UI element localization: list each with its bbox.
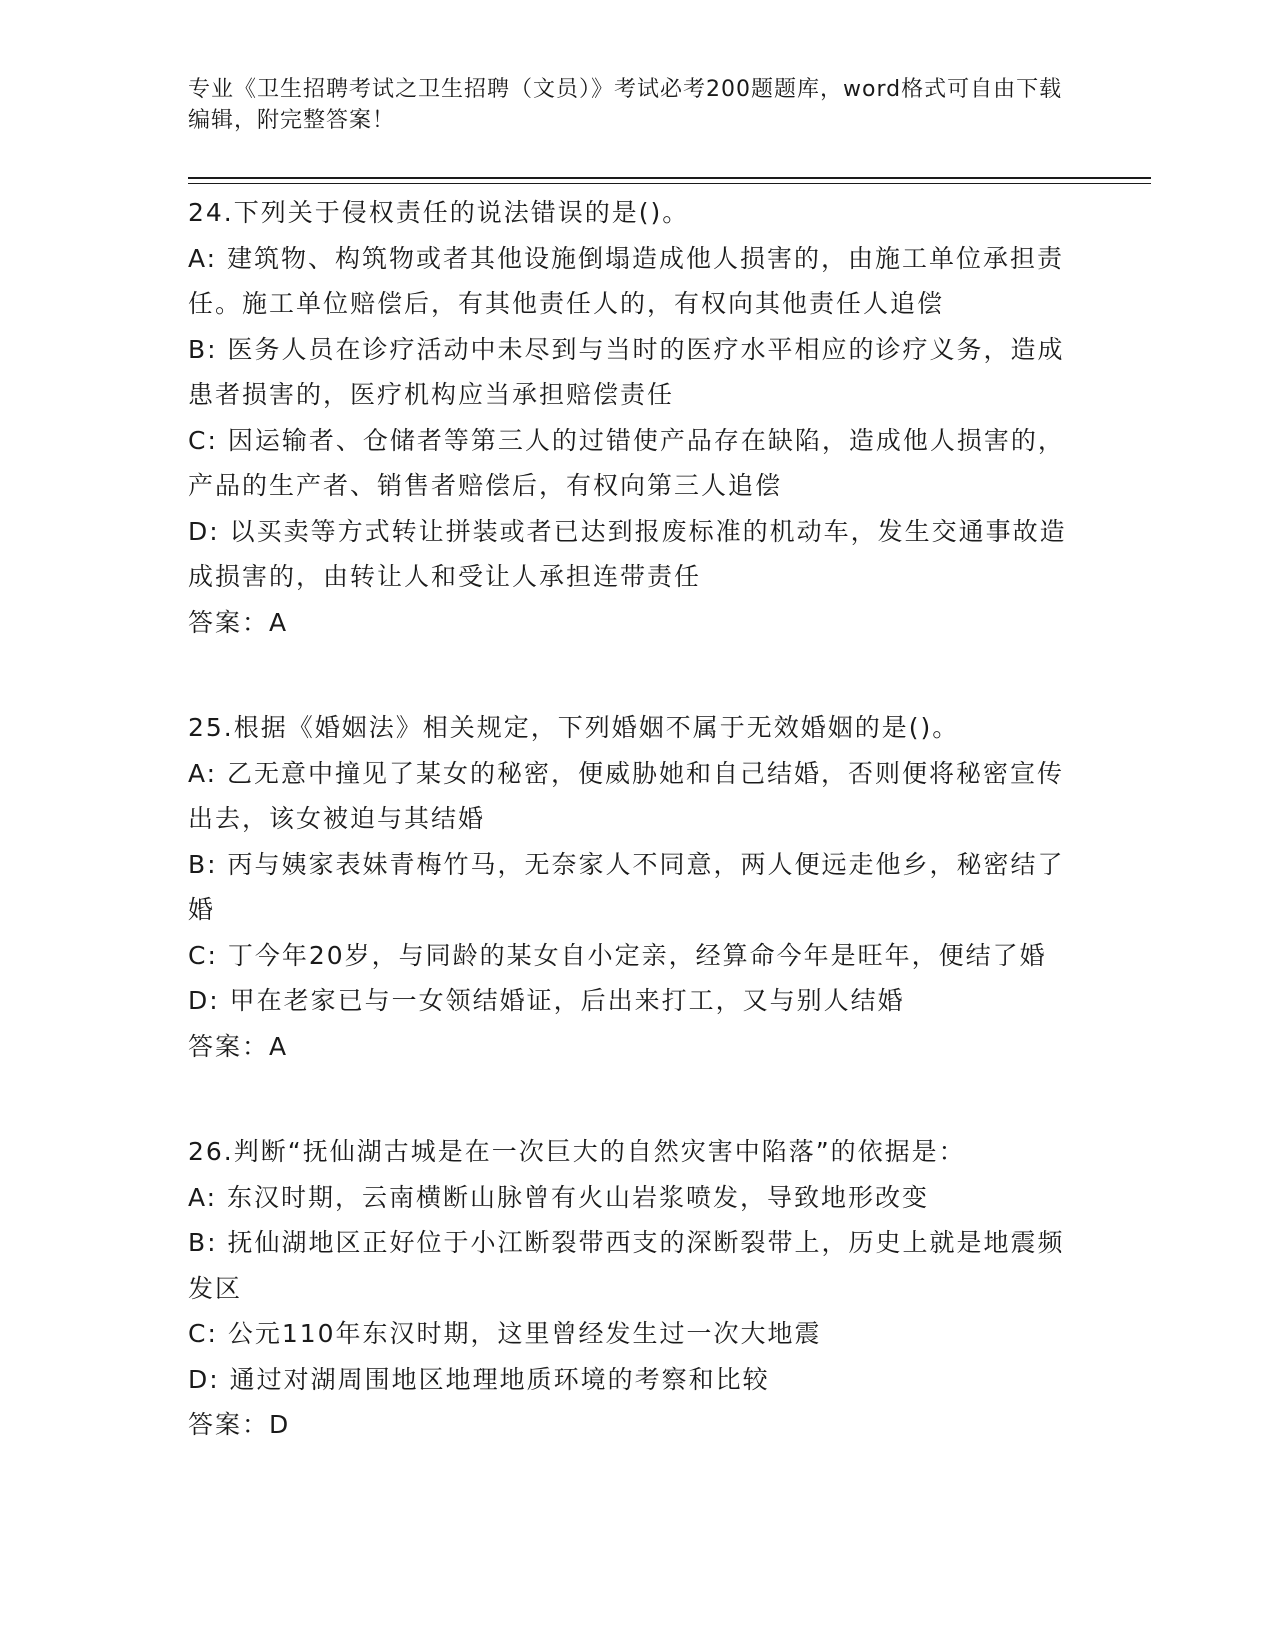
header-divider-thin — [188, 183, 1151, 184]
option-d: D: 通过对湖周围地区地理地质环境的考察和比较 — [188, 1364, 770, 1394]
answer-line: 答案：A — [188, 607, 289, 637]
option-b: B: 抚仙湖地区正好位于小江断裂带西支的深断裂带上，历史上就是地震频发区 — [188, 1228, 1065, 1303]
option-a: A: 乙无意中撞见了某女的秘密，便威胁她和自己结婚，否则便将秘密宣传出去，该女被迫与其结婚 — [188, 758, 1065, 833]
question-26 — [188, 1129, 1068, 1448]
option-b: B: 医务人员在诊疗活动中未尽到与当时的医疗水平相应的诊疗义务，造成患者损害的，医疗机构应当承担赔偿责任 — [188, 334, 1065, 409]
option-d: D: 甲在老家已与一女领结婚证，后出来打工，又与别人结婚 — [188, 986, 905, 1015]
question-stem: 25.根据《婚姻法》相关规定，下列婚姻不属于无效婚姻的是()。 — [188, 713, 960, 742]
option-c: C: 因运输者、仓储者等第三人的过错使产品存在缺陷，造成他人损害的，产品的生产者、销售者赔偿后，有权向第三人追偿 — [188, 425, 1065, 500]
option-a: A: 建筑物、构筑物或者其他设施倒塌造成他人损害的，由施工单位承担责任。施工单位赔偿后，有其他责任人的，有权向其他责任人追偿 — [188, 243, 1065, 318]
option-b: B: 丙与姨家表妹青梅竹马，无奈家人不同意，两人便远走他乡，秘密结了婚 — [188, 849, 1065, 924]
option-a: A: 东汉时期，云南横断山脉曾有火山岩浆喷发，导致地形改变 — [188, 1182, 930, 1212]
question-24 — [188, 190, 1068, 645]
question-stem: 26.判断“抚仙湖古城是在一次巨大的自然灾害中陷落”的依据是： — [188, 1137, 966, 1166]
header-divider-thick — [188, 177, 1151, 179]
option-c: C: 公元110年东汉时期，这里曾经发生过一次大地震 — [188, 1319, 822, 1348]
document-header: 专业《卫生招聘考试之卫生招聘（文员）》考试必考200题题库，word格式可自由下载编辑，附完整答案！ — [188, 77, 1063, 133]
question-list — [188, 190, 1068, 1508]
question-25 — [188, 705, 1068, 1069]
option-c: C: 丁今年20岁，与同龄的某女自小定亲，经算命今年是旺年，便结了婚 — [188, 940, 1047, 970]
answer-line: 答案：A — [188, 1031, 289, 1061]
question-stem: 24.下列关于侵权责任的说法错误的是()。 — [188, 198, 690, 227]
answer-line: 答案：D — [188, 1410, 291, 1439]
option-d: D: 以买卖等方式转让拼装或者已达到报废标准的机动车，发生交通事故造成损害的，由转让人和受让人承担连带责任 — [188, 516, 1067, 591]
